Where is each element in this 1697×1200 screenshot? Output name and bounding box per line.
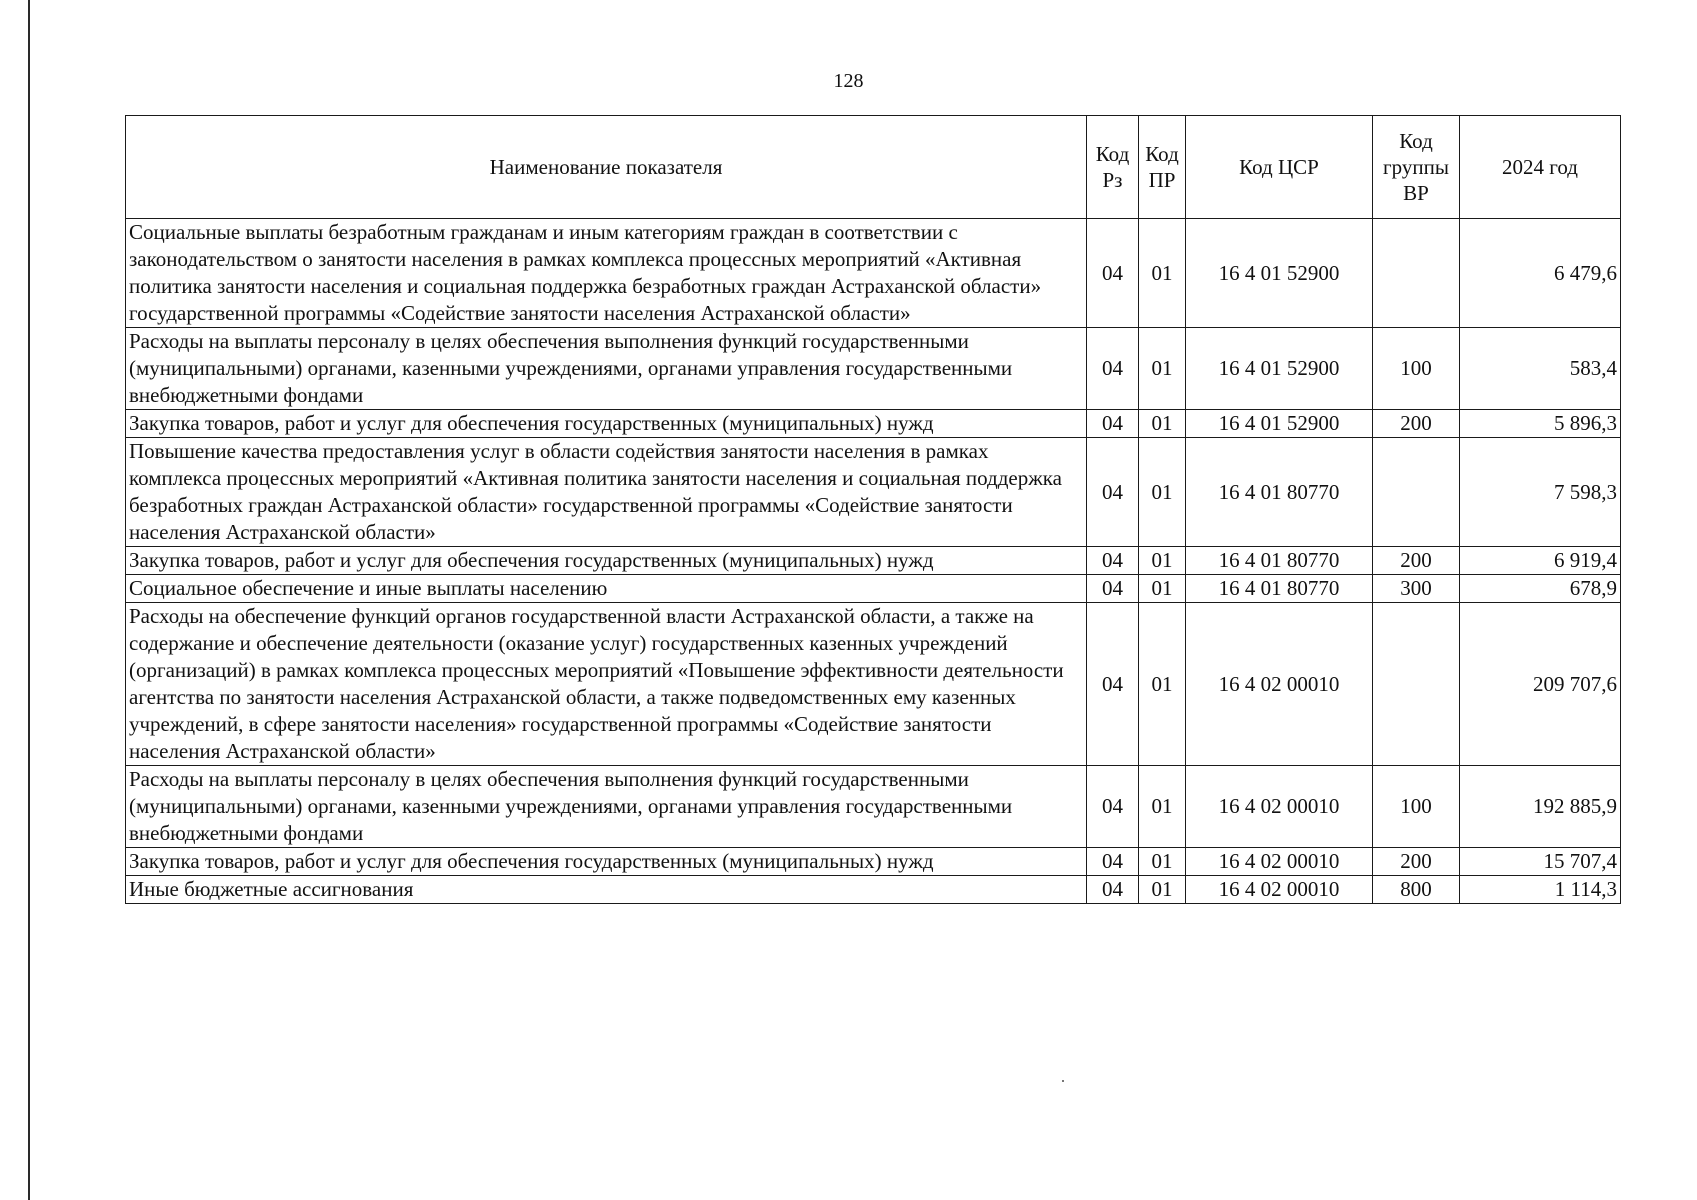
row-amount: 583,4: [1460, 328, 1621, 410]
row-csr: 16 4 01 52900: [1186, 328, 1373, 410]
row-amount: 15 707,4: [1460, 848, 1621, 876]
budget-table: [125, 115, 1621, 904]
table-row: [126, 848, 1621, 876]
row-amount: 1 114,3: [1460, 876, 1621, 904]
row-vr: [1373, 438, 1460, 547]
row-amount: 209 707,6: [1460, 603, 1621, 766]
row-pr: 01: [1139, 328, 1186, 410]
table-row: [126, 438, 1621, 547]
row-name: Иные бюджетные ассигнования: [126, 876, 1087, 904]
row-rz: 04: [1087, 410, 1139, 438]
row-amount: 192 885,9: [1460, 766, 1621, 848]
row-csr: 16 4 02 00010: [1186, 766, 1373, 848]
table-row: [126, 410, 1621, 438]
row-name: Социальное обеспечение и иные выплаты населению: [126, 575, 1087, 603]
scan-edge-line: [28, 0, 30, 1200]
row-rz: 04: [1087, 547, 1139, 575]
row-pr: 01: [1139, 848, 1186, 876]
row-amount: 678,9: [1460, 575, 1621, 603]
row-name: Закупка товаров, работ и услуг для обеспечения государственных (муниципальных) нужд: [126, 410, 1087, 438]
table-row: [126, 219, 1621, 328]
table-header-row: [126, 116, 1621, 219]
scan-speck: [1062, 1080, 1064, 1082]
row-rz: 04: [1087, 219, 1139, 328]
row-name: Повышение качества предоставления услуг в области содействия занятости населения в рамках комплекса процессных мероприятий «Активная политика занятости населения и социальная поддержка безработных граждан Астраханской области» государственной программы «Содействие занятости населения Астраханской области»: [126, 438, 1087, 547]
row-csr: 16 4 01 80770: [1186, 438, 1373, 547]
row-vr: 200: [1373, 410, 1460, 438]
row-csr: 16 4 01 52900: [1186, 410, 1373, 438]
row-pr: 01: [1139, 410, 1186, 438]
row-pr: 01: [1139, 219, 1186, 328]
row-pr: 01: [1139, 575, 1186, 603]
row-vr: [1373, 219, 1460, 328]
row-vr: 200: [1373, 547, 1460, 575]
header-rz: Код Рз: [1087, 116, 1139, 219]
row-amount: 7 598,3: [1460, 438, 1621, 547]
row-vr: 800: [1373, 876, 1460, 904]
row-rz: 04: [1087, 603, 1139, 766]
header-pr: Код ПР: [1139, 116, 1186, 219]
table-row: [126, 766, 1621, 848]
table-row: [126, 575, 1621, 603]
row-name: Расходы на выплаты персоналу в целях обеспечения выполнения функций государственными (муниципальными) органами, казенными учреждениями, органами управления государственными внебюджетными фондами: [126, 328, 1087, 410]
row-csr: 16 4 02 00010: [1186, 876, 1373, 904]
row-pr: 01: [1139, 603, 1186, 766]
row-rz: 04: [1087, 328, 1139, 410]
table-row: [126, 876, 1621, 904]
header-vr: Код группы ВР: [1373, 116, 1460, 219]
table-row: [126, 328, 1621, 410]
row-pr: 01: [1139, 547, 1186, 575]
table-row: [126, 547, 1621, 575]
row-rz: 04: [1087, 438, 1139, 547]
row-rz: 04: [1087, 766, 1139, 848]
row-vr: [1373, 603, 1460, 766]
row-csr: 16 4 01 52900: [1186, 219, 1373, 328]
row-amount: 6 479,6: [1460, 219, 1621, 328]
row-name: Расходы на выплаты персоналу в целях обеспечения выполнения функций государственными (муниципальными) органами, казенными учреждениями, органами управления государственными внебюджетными фондами: [126, 766, 1087, 848]
row-vr: 100: [1373, 328, 1460, 410]
row-csr: 16 4 01 80770: [1186, 547, 1373, 575]
row-amount: 6 919,4: [1460, 547, 1621, 575]
row-csr: 16 4 02 00010: [1186, 603, 1373, 766]
row-rz: 04: [1087, 848, 1139, 876]
row-vr: 300: [1373, 575, 1460, 603]
header-csr: Код ЦСР: [1186, 116, 1373, 219]
row-vr: 100: [1373, 766, 1460, 848]
row-rz: 04: [1087, 575, 1139, 603]
row-amount: 5 896,3: [1460, 410, 1621, 438]
row-name: Расходы на обеспечение функций органов государственной власти Астраханской области, а также на содержание и обеспечение деятельности (оказание услуг) государственных казенных учреждений (организаций) в рамках комплекса процессных мероприятий «Повышение эффективности деятельности агентства по занятости населения Астраханской области, а также подведомственных ему казенных учреждений, в сфере занятости населения» государственной программы «Содействие занятости населения Астраханской области»: [126, 603, 1087, 766]
row-vr: 200: [1373, 848, 1460, 876]
page-number: 128: [833, 70, 864, 92]
row-name: Социальные выплаты безработным гражданам и иным категориям граждан в соответствии с законодательством о занятости населения в рамках комплекса процессных мероприятий «Активная политика занятости населения и социальная поддержка безработных граждан Астраханской области» государственной программы «Содействие занятости населения Астраханской области»: [126, 219, 1087, 328]
row-rz: 04: [1087, 876, 1139, 904]
header-year: 2024 год: [1460, 116, 1621, 219]
row-csr: 16 4 02 00010: [1186, 848, 1373, 876]
row-name: Закупка товаров, работ и услуг для обеспечения государственных (муниципальных) нужд: [126, 547, 1087, 575]
row-pr: 01: [1139, 438, 1186, 547]
row-name: Закупка товаров, работ и услуг для обеспечения государственных (муниципальных) нужд: [126, 848, 1087, 876]
header-name: Наименование показателя: [126, 116, 1087, 219]
row-csr: 16 4 01 80770: [1186, 575, 1373, 603]
row-pr: 01: [1139, 766, 1186, 848]
table-row: [126, 603, 1621, 766]
row-pr: 01: [1139, 876, 1186, 904]
